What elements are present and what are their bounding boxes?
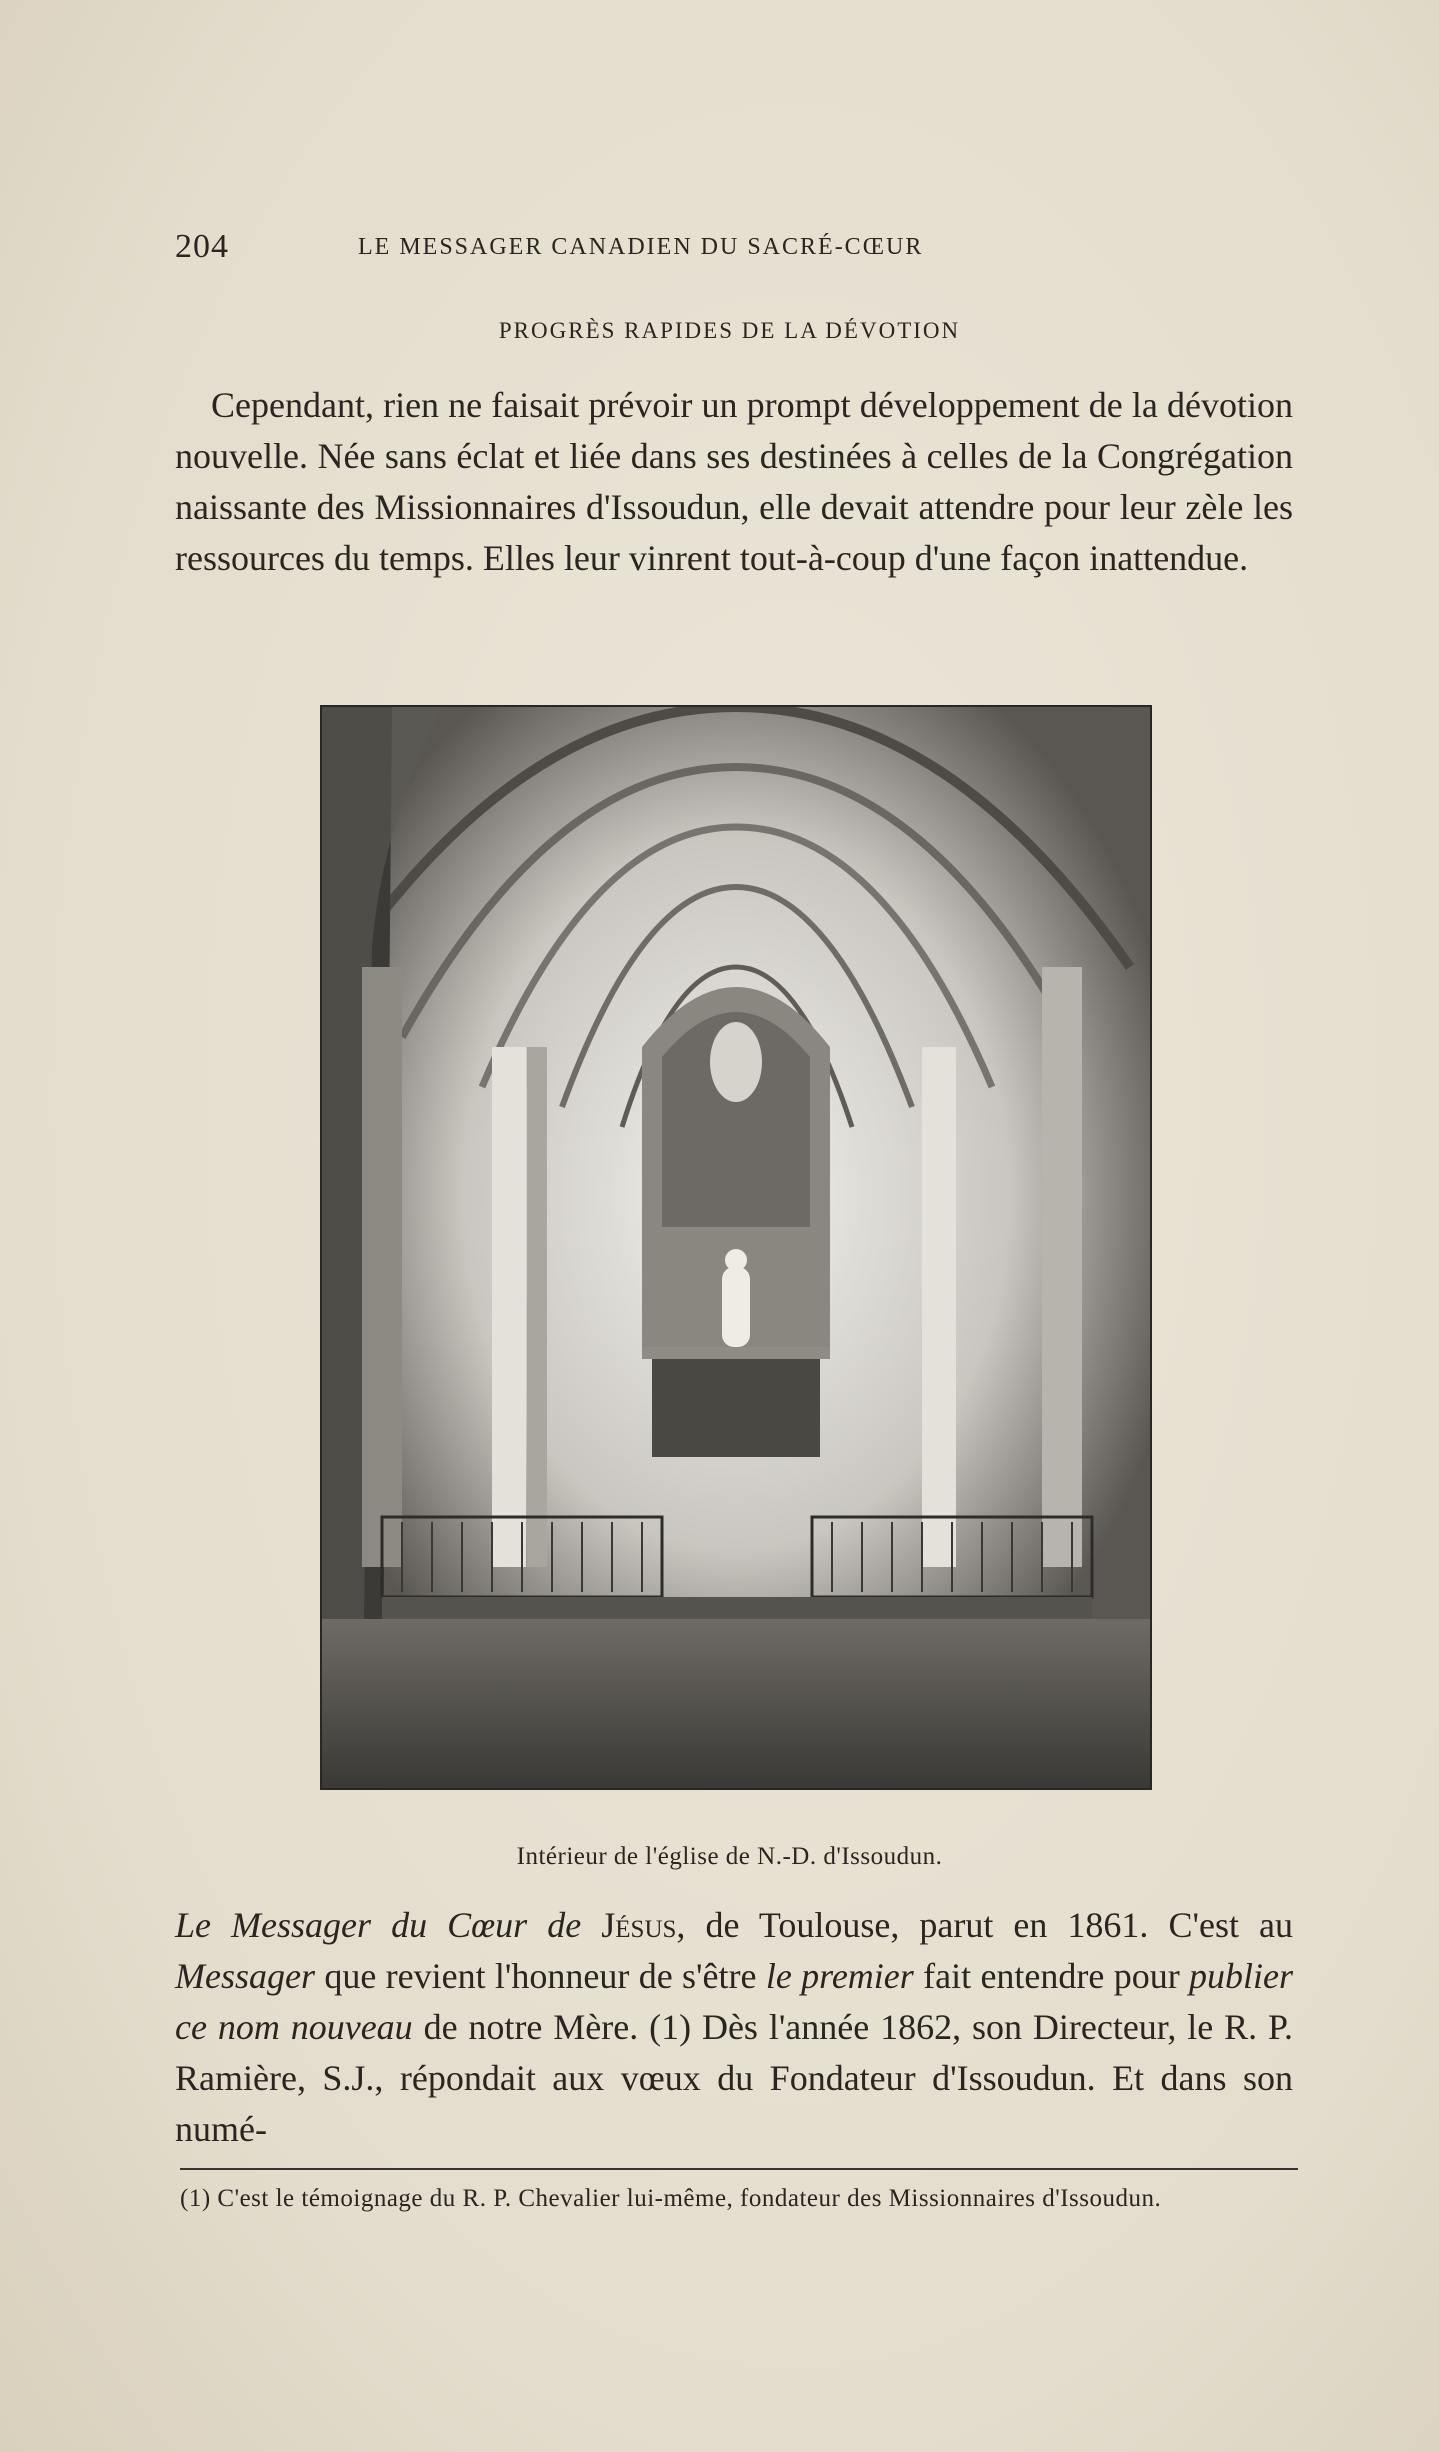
paragraph-2-italic-2: Messager <box>175 1956 315 1996</box>
paragraph-2-text-1: , de Toulouse, parut en 1861. C'est au <box>676 1905 1293 1945</box>
paragraph-2-text-3: fait entendre pour <box>923 1956 1180 1996</box>
paragraph-2-italic-1: Le Messager du Cœur de <box>175 1905 582 1945</box>
paragraph-2-text-4: de notre Mère. (1) Dès l'année 1862, son Directeur, le R. P. Ramière, S.J., répondait aux vœux du Fondateur d'Issoudun. Et dans son numé- <box>175 2007 1294 2149</box>
footnote-divider <box>180 2168 1298 2170</box>
church-interior-illustration <box>322 707 1150 1788</box>
paragraph-1: Cependant, rien ne faisait prévoir un prompt développement de la dévotion nouvelle. Née sans éclat et liée dans ses destinées à celles de la Congrégation naissante des Missionnaires d'Issoudun, elle devait attendre pour leur zèle les ressources du temps. Elles leur vinrent tout-à-coup d'une façon inattendue. <box>175 385 1293 578</box>
page-header <box>175 228 1105 268</box>
footnote: (1) C'est le témoignage du R. P. Chevalier lui-même, fondateur des Missionnaires d'Issoudun. <box>180 2185 1162 2212</box>
paragraph-2 <box>175 1900 1293 2155</box>
paragraph-2-italic-4: publier ce nom nouveau <box>175 1956 1294 2047</box>
figure-caption: Intérieur de l'église de N.-D. d'Issoudun. <box>516 1843 943 1870</box>
page-number: 204 <box>175 228 229 265</box>
running-title: LE MESSAGER CANADIEN DU SACRÉ-CŒUR <box>358 234 924 260</box>
paragraph-2-italic-3: le premier <box>765 1956 914 1996</box>
church-interior-photo <box>320 705 1152 1790</box>
section-title: PROGRÈS RAPIDES DE LA DÉVOTION <box>498 318 961 343</box>
paragraph-2-text-2: que revient l'honneur de s'être <box>324 1956 757 1996</box>
paragraph-2-smallcaps: Jésus <box>601 1905 677 1945</box>
